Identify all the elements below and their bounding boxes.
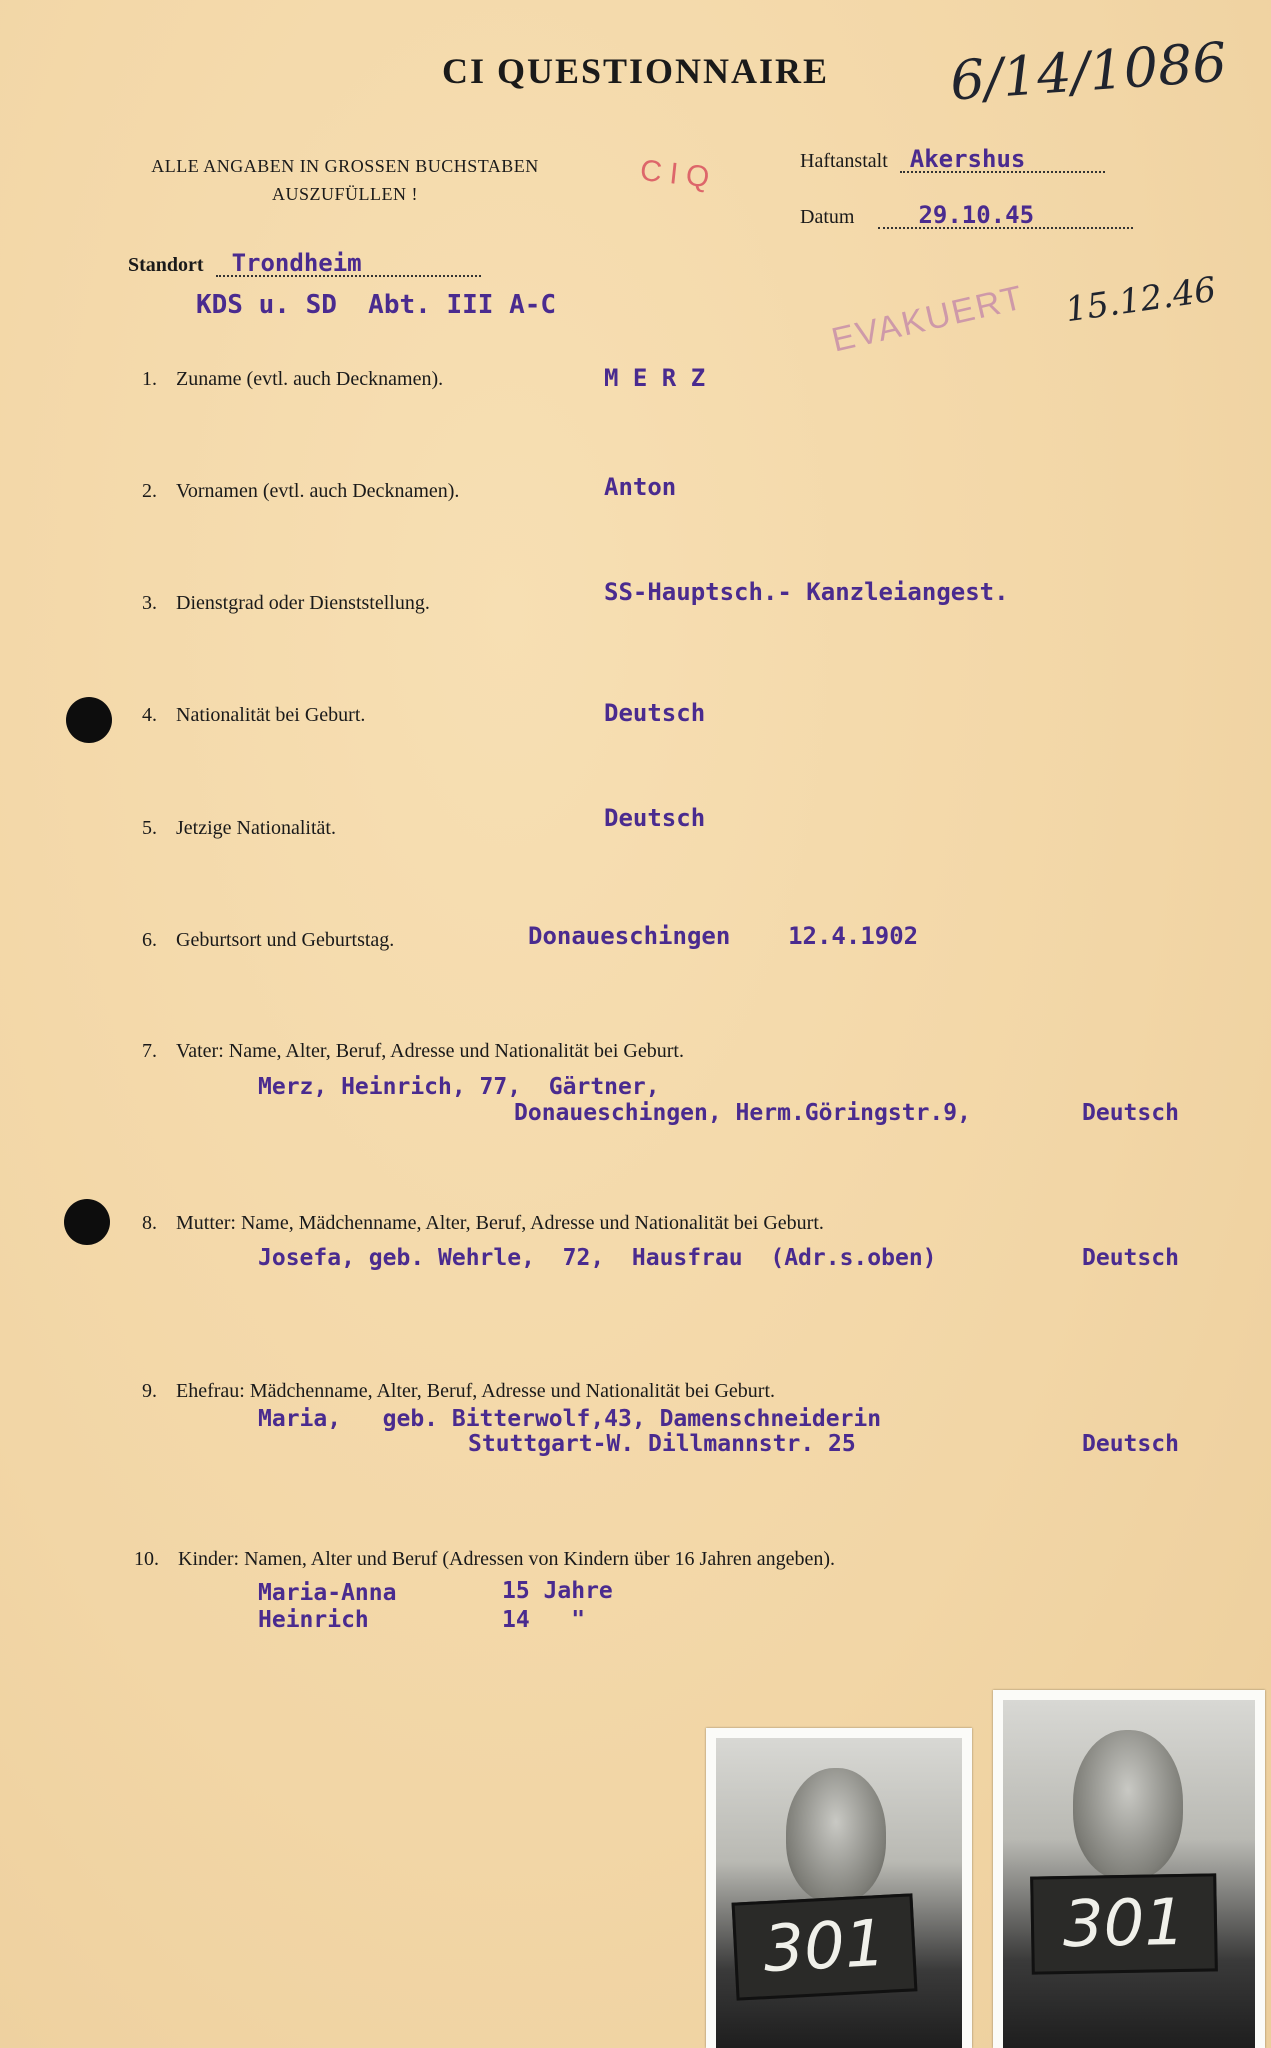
haftanstalt-row	[800, 145, 1105, 173]
answer-9-line-1: Maria, geb. Bitterwolf,43, Damenschneiderin	[258, 1406, 882, 1432]
handwritten-evakuert-date: 15.12.46	[1062, 269, 1219, 331]
answer-8-nationality: Deutsch	[1082, 1245, 1179, 1271]
standort-row	[128, 249, 481, 277]
front-head	[1073, 1730, 1183, 1880]
front-photo-image	[1003, 1700, 1255, 2048]
question-5-label: Jetzige Nationalität.	[176, 817, 336, 839]
instruction-line-2: AUSZUFÜLLEN !	[272, 184, 418, 204]
answer-9-line-2: Stuttgart-W. Dillmannstr. 25	[468, 1431, 856, 1457]
instruction-line-1: ALLE ANGABEN IN GROSSEN BUCHSTABEN	[151, 156, 539, 176]
question-1-label: Zuname (evtl. auch Decknamen).	[176, 368, 444, 390]
question-10-number: 10.	[134, 1548, 159, 1570]
answer-6: Donaueschingen 12.4.1902	[528, 922, 919, 950]
instructions	[110, 152, 580, 208]
question-4-number: 4.	[142, 704, 157, 726]
standort-dotted-line	[216, 249, 481, 277]
answer-7-line-2: Donaueschingen, Herm.Göringstr.9,	[514, 1100, 971, 1126]
question-9-label: Ehefrau: Mädchenname, Alter, Beruf, Adresse und Nationalität bei Geburt.	[176, 1380, 776, 1402]
question-4	[142, 704, 365, 727]
question-8-label: Mutter: Name, Mädchenname, Alter, Beruf, Adresse und Nationalität bei Geburt.	[176, 1212, 824, 1234]
standort-value: Trondheim	[231, 249, 362, 277]
question-8	[142, 1212, 824, 1235]
question-6-number: 6.	[142, 929, 157, 951]
haftanstalt-label: Haftanstalt	[800, 150, 888, 172]
haftanstalt-dotted-line	[900, 145, 1105, 173]
question-9-number: 9.	[142, 1380, 157, 1402]
evakuert-stamp: EVAKUERT	[828, 278, 1028, 360]
answer-7-line-1: Merz, Heinrich, 77, Gärtner,	[258, 1074, 660, 1100]
question-6	[142, 929, 394, 952]
answer-4: Deutsch	[604, 699, 706, 727]
punch-hole-bottom	[64, 1199, 110, 1245]
datum-label: Datum	[800, 206, 855, 228]
unit-line: KDS u. SD Abt. III A-C	[196, 290, 557, 320]
ciq-stamp: CIQ	[638, 154, 719, 195]
profile-head	[786, 1768, 886, 1903]
form-title: CI QUESTIONNAIRE	[441, 51, 830, 91]
question-9	[142, 1380, 775, 1403]
question-7-number: 7.	[142, 1040, 157, 1062]
datum-dotted-line	[878, 201, 1133, 229]
question-10-label: Kinder: Namen, Alter und Beruf (Adressen von Kindern über 16 Jahren angeben).	[178, 1548, 836, 1570]
handwritten-reference-number: 6/14/1086	[948, 30, 1229, 113]
question-3	[142, 592, 430, 615]
punch-hole-top	[66, 697, 112, 743]
datum-row	[800, 201, 1133, 229]
front-photo	[993, 1690, 1265, 2048]
haftanstalt-value: Akershus	[909, 145, 1026, 173]
profile-photo	[706, 1728, 972, 2048]
question-10	[134, 1548, 835, 1571]
question-5-number: 5.	[142, 817, 157, 839]
question-5	[142, 817, 336, 840]
question-3-number: 3.	[142, 592, 157, 614]
question-8-number: 8.	[142, 1212, 157, 1234]
question-2-label: Vornamen (evtl. auch Decknamen).	[176, 480, 460, 502]
profile-number-board: 301	[732, 1893, 918, 2000]
answer-2: Anton	[604, 473, 677, 501]
answer-8-line-1: Josefa, geb. Wehrle, 72, Hausfrau (Adr.s.oben)	[258, 1245, 937, 1271]
question-7	[142, 1040, 684, 1063]
datum-value: 29.10.45	[918, 201, 1035, 229]
answer-9-nationality: Deutsch	[1082, 1431, 1179, 1457]
question-1-number: 1.	[142, 368, 157, 390]
child-2-age: 14 "	[502, 1607, 586, 1633]
profile-photo-image	[716, 1738, 962, 2048]
child-1-name: Maria-Anna	[258, 1580, 397, 1606]
standort-label: Standort	[128, 254, 204, 276]
answer-3: SS-Hauptsch.- Kanzleiangest.	[604, 578, 1009, 606]
question-2	[142, 480, 459, 503]
answer-5: Deutsch	[604, 804, 706, 832]
question-2-number: 2.	[142, 480, 157, 502]
question-4-label: Nationalität bei Geburt.	[176, 704, 366, 726]
question-1	[142, 368, 443, 391]
question-3-label: Dienstgrad oder Dienststellung.	[176, 592, 430, 614]
child-2-name: Heinrich	[258, 1607, 369, 1633]
answer-1: M E R Z	[604, 364, 706, 392]
question-7-label: Vater: Name, Alter, Beruf, Adresse und Nationalität bei Geburt.	[176, 1040, 684, 1062]
front-number-board: 301	[1030, 1873, 1218, 1974]
child-1-age: 15 Jahre	[502, 1578, 613, 1604]
question-6-label: Geburtsort und Geburtstag.	[176, 929, 395, 951]
answer-7-nationality: Deutsch	[1082, 1100, 1179, 1126]
